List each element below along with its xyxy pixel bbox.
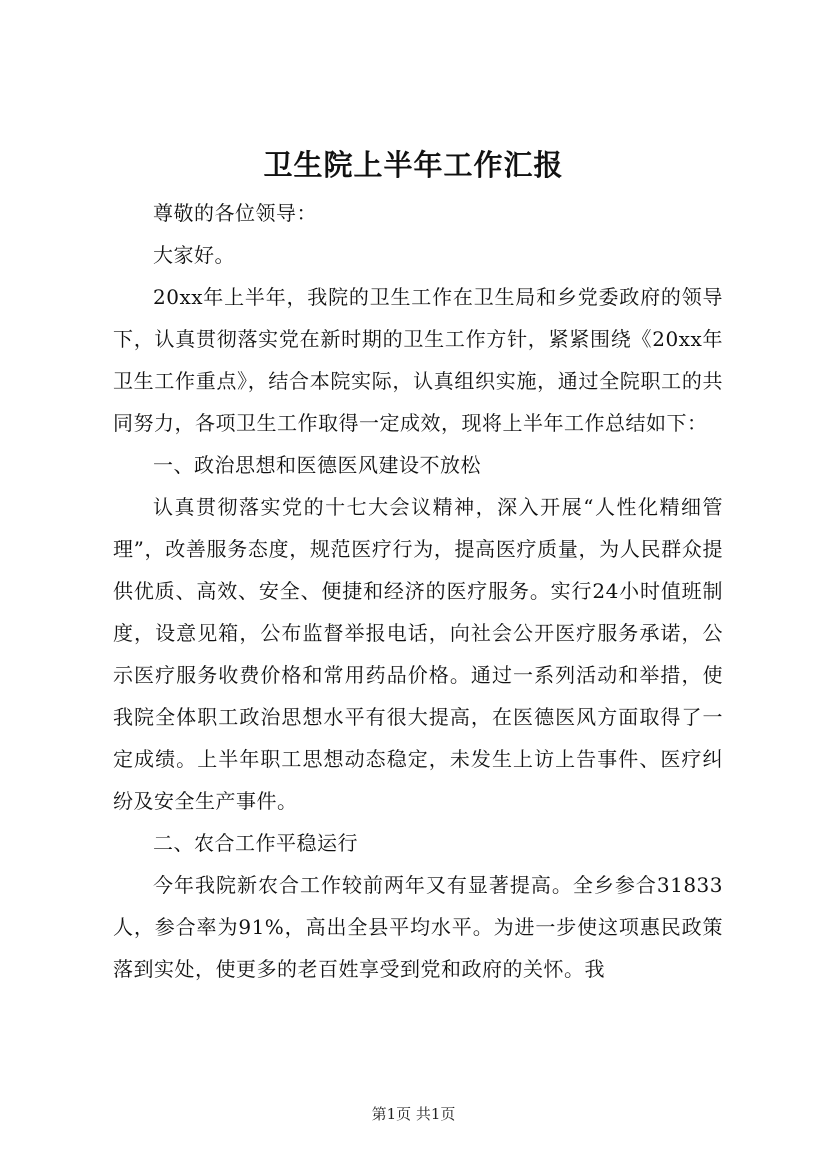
section-1-paragraph: 认真贯彻落实党的十七大会议精神，深入开展“人性化精细管理”，改善服务态度，规范医疗行为，提高医疗质量，为人民群众提供优质、高效、安全、便捷和经济的医疗服务。实行24小时值班制度，设意见箱，公布监督举报电话，向社会公开医疗服务承诺，公示医疗服务收费价格和常用药品价格。通过一系列活动和举措，使我院全体职工政治思想水平有很大提高，在医德医风方面取得了一定成绩。上半年职工思想动态稳定，未发生上访上告事件、医疗纠纷及安全生产事件。 — [113, 495, 723, 813]
section-heading-1: 一、政治思想和医德医风建设不放松 — [153, 453, 481, 477]
intro-paragraph: 20xx年上半年，我院的卫生工作在卫生局和乡党委政府的领导下，认真贯彻落实党在新时期的卫生工作方针，紧紧围绕《20xx年卫生工作重点》，结合本院实际，认真组织实施，通过全院职工的共同努力，各项卫生工作取得一定成效，现将上半年工作总结如下： — [113, 285, 723, 435]
document-title: 卫生院上半年工作汇报 — [263, 148, 564, 182]
section-heading-2: 二、农合工作平稳运行 — [153, 831, 358, 855]
page-footer: 第1页 共1页 — [371, 1105, 456, 1123]
salutation: 尊敬的各位领导： — [153, 201, 317, 225]
section-2-paragraph: 今年我院新农合工作较前两年又有显著提高。全乡参合31833人，参合率为91%，高出全县平均水平。为进一步使这项惠民政策落到实处，使更多的老百姓享受到党和政府的关怀。我 — [113, 873, 723, 981]
document-body — [113, 192, 723, 990]
greeting: 大家好。 — [153, 243, 235, 267]
